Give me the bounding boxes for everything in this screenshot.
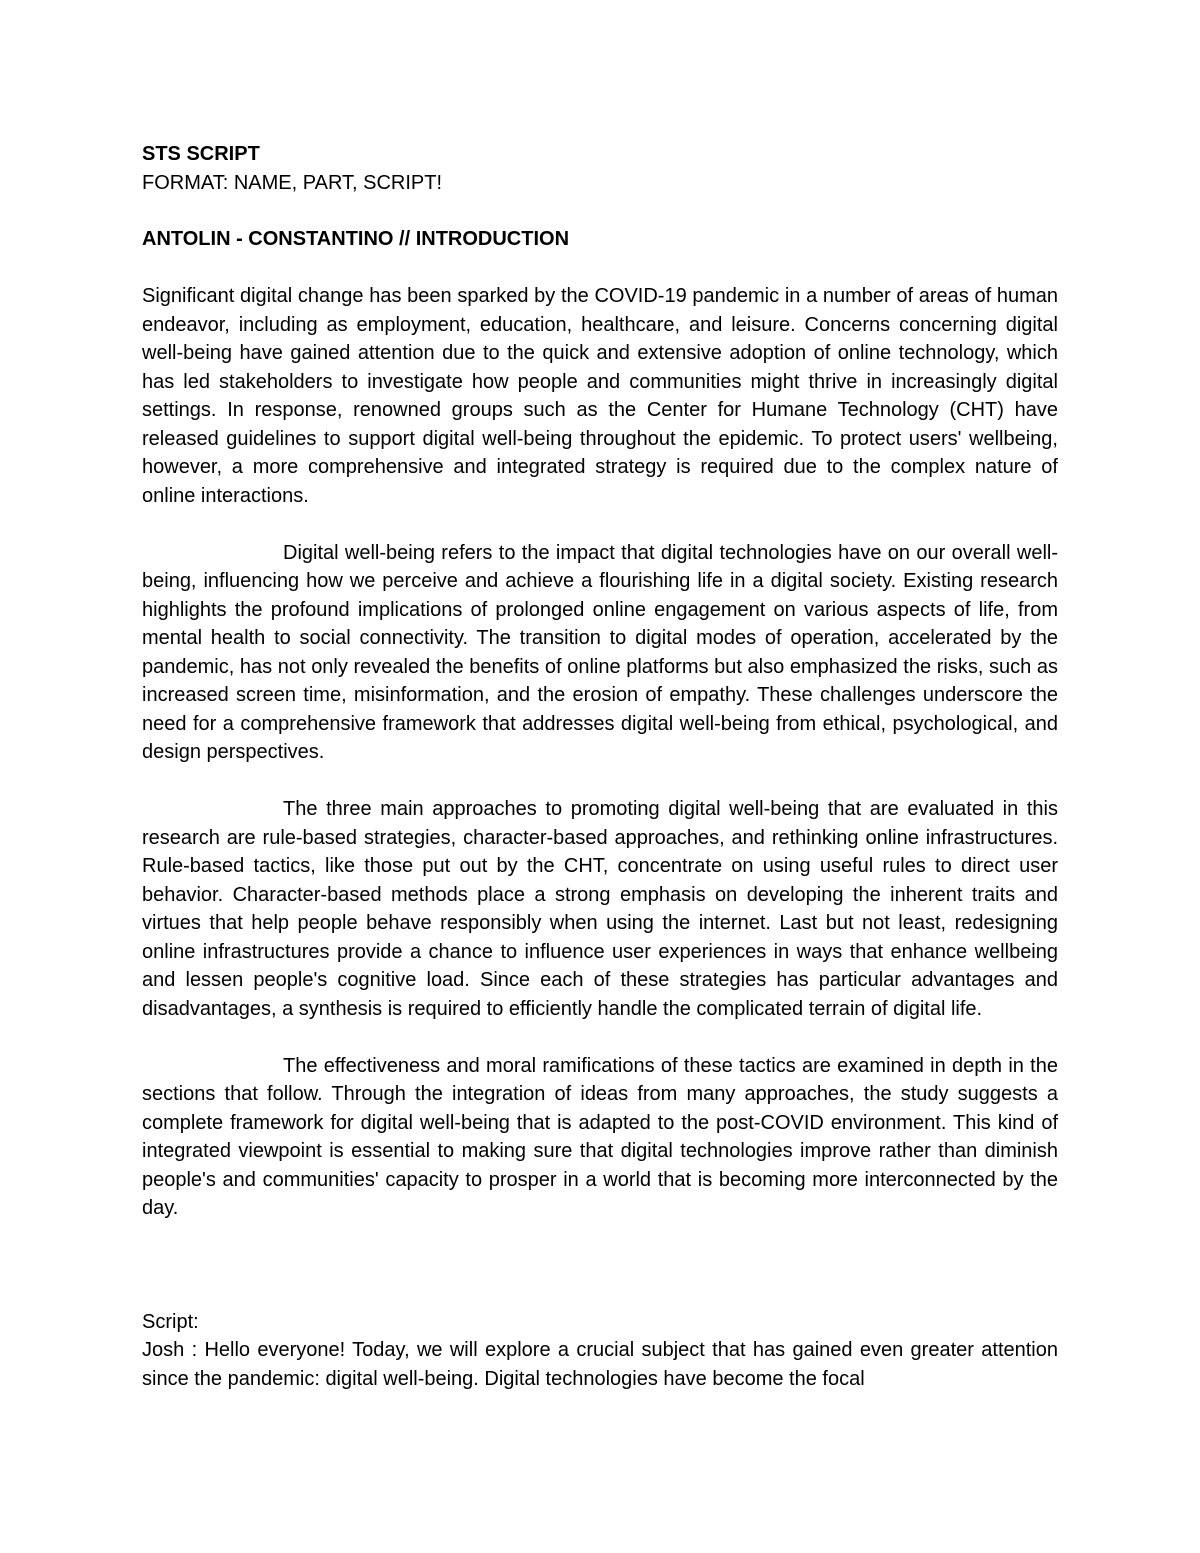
script-label: Script: xyxy=(142,1310,199,1333)
intro-paragraph: Significant digital change has been sparked by the COVID-19 pandemic in a number of areas of human endeavor, including as employment, education, healthcare, and leisure. Concerns concerning digital well-being have gained attention due to the quick and extensive adoption of online technology, which has led stakeholders to investigate how people and communities might thrive in increasingly digital settings. In response, renowned groups such as the Center for Humane Technology (CHT) have released guidelines to support digital well-being throughout the epidemic. To protect users' wellbeing, however, a more comprehensive and integrated strategy is required due to the complex nature of online interactions. xyxy=(142,285,1058,507)
script-line: Josh : Hello everyone! Today, we will explore a crucial subject that has gained even greater attention since the pandemic: digital well-being. Digital technologies have become the focal xyxy=(142,1339,1058,1390)
body-paragraph: The effectiveness and moral ramifications of these tactics are examined in depth in the sections that follow. Through the integration of ideas from many approaches, the study suggests a complete framework for digital well-being that is adapted to the post-COVID environment. This kind of integrated viewpoint is essential to making sure that digital technologies improve rather than diminish people's and communities' capacity to prosper in a world that is becoming more interconnected by the day. xyxy=(142,1054,1058,1219)
body-paragraph: The three main approaches to promoting digital well-being that are evaluated in this research are rule-based strategies, character-based approaches, and rethinking online infrastructures. Rule-based tactics, like those put out by the CHT, concentrate on using useful rules to direct user behavior. Character-based methods place a strong emphasis on developing the inherent traits and virtues that help people behave responsibly when using the internet. Last but not least, redesigning online infrastructures provide a chance to influence user experiences in ways that enhance wellbeing and lessen people's cognitive load. Since each of these strategies has particular advantages and disadvantages, a synthesis is required to efficiently handle the complicated terrain of digital life. xyxy=(142,798,1058,1020)
section-heading: ANTOLIN - CONSTANTINO // INTRODUCTION xyxy=(142,228,570,250)
document-page xyxy=(142,140,1058,1393)
format-line: FORMAT: NAME, PART, SCRIPT! xyxy=(142,171,443,194)
body-paragraph: Digital well-being refers to the impact that digital technologies have on our overall well-being, influencing how we perceive and achieve a flourishing life in a digital society. Existing research highlights the profound implications of prolonged online engagement on various aspects of life, from mental health to social connectivity. The transition to digital modes of operation, accelerated by the pandemic, has not only revealed the benefits of online platforms but also emphasized the risks, such as increased screen time, misinformation, and the erosion of empathy. These challenges underscore the need for a comprehensive framework that addresses digital well-being from ethical, psychological, and design perspectives. xyxy=(142,541,1058,763)
document-title: STS SCRIPT xyxy=(142,143,260,165)
